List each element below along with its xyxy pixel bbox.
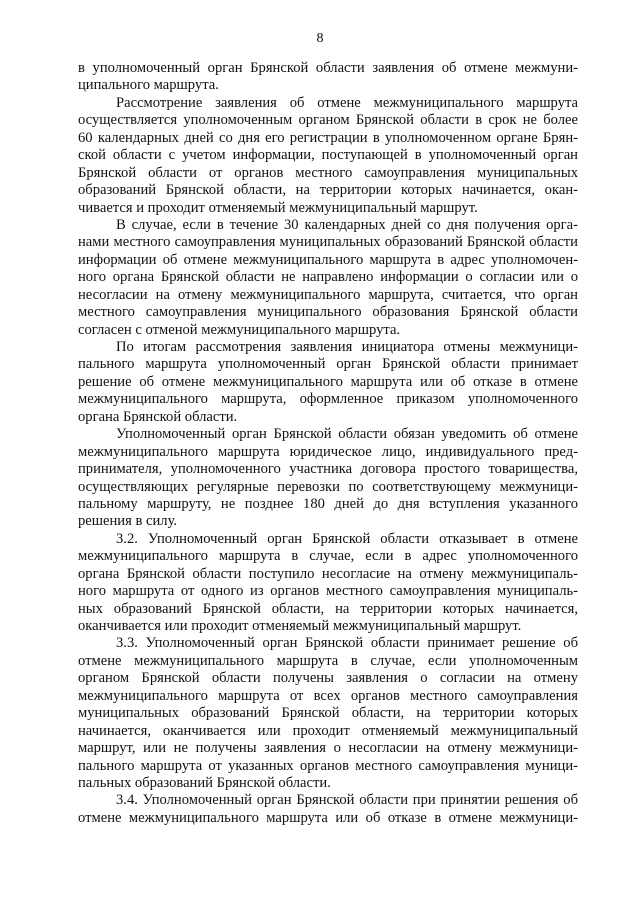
paragraph xyxy=(78,531,578,636)
text-line: ципального маршрута. xyxy=(78,77,219,94)
text-line: осуществляющих регулярные перевозки по соответствующему межмуници- xyxy=(78,478,578,495)
text-line: нами местного самоуправления муниципальных образований Брянской области xyxy=(78,234,578,251)
text-line: органа Брянской области. xyxy=(78,408,238,425)
text-line: межмуниципального маршрута от всех органов местного самоуправления xyxy=(78,687,578,704)
text-line: пального маршрута от указанных органов местного самоуправления муници- xyxy=(78,757,578,774)
text-line: муниципальных образований Брянской области, на территории которых xyxy=(78,705,578,722)
text-line: отмене межмуниципального маршрута или об отказе в отмене межмуници- xyxy=(78,809,578,826)
text-line: пального маршрута уполномоченный орган Брянской области принимает xyxy=(78,356,578,373)
text-line: образований Брянской области, на территории которых начинается, окан- xyxy=(78,182,578,199)
paragraph xyxy=(78,217,578,339)
text-line: Брянской области от органов местного самоуправления муниципальных xyxy=(78,164,578,181)
paragraph xyxy=(78,635,578,792)
text-line: В случае, если в течение 30 календарных дней со дня получения орга- xyxy=(116,216,578,233)
text-line: пальному маршруту, не позднее 180 дней до дня вступления указанного xyxy=(78,495,578,512)
text-line: межмуниципального маршрута в случае, если в адрес уполномоченного xyxy=(78,548,578,565)
text-line: чивается и проходит отменяемый межмуниципальный маршрут. xyxy=(78,199,478,216)
text-line: 3.2. Уполномоченный орган Брянской области отказывает в отмене xyxy=(116,530,578,547)
text-line: межмуниципального маршрута юридическое лицо, индивидуального пред- xyxy=(78,443,578,460)
text-line: пальных образований Брянской области. xyxy=(78,774,331,791)
text-line: органом Брянской области получены заявления о согласии на отмену xyxy=(78,670,578,687)
paragraph xyxy=(78,792,578,827)
paragraph xyxy=(78,60,578,95)
text-line: решение об отмене межмуниципального маршрута или об отказе в отмене xyxy=(78,373,578,390)
text-line: 3.3. Уполномоченный орган Брянской области принимает решение об xyxy=(116,635,578,652)
text-line: 60 календарных дней со дня его регистрации в уполномоченном органе Брян- xyxy=(78,129,578,146)
text-line: ской области с учетом информации, поступающей в уполномоченный орган xyxy=(78,147,578,164)
text-line: оканчивается или проходит отменяемый межмуниципальный маршрут. xyxy=(78,618,522,634)
text-line: межмуниципального маршрута, оформленное приказом уполномоченного xyxy=(78,391,578,408)
page-number: 8 xyxy=(316,31,324,46)
text-line: Рассмотрение заявления об отмене межмуниципального маршрута xyxy=(116,94,578,111)
text-line: согласен с отменой межмуниципального маршрута. xyxy=(78,321,401,338)
text-line: ных образований Брянской области, на территории которых начинается, xyxy=(78,600,578,617)
text-line: ного маршрута от одного из органов местного самоуправления муниципаль- xyxy=(78,583,578,600)
text-line: начинается, оканчивается или проходит отменяемый межмуниципальный xyxy=(78,722,578,739)
text-line: 3.4. Уполномоченный орган Брянской области при принятии решения об xyxy=(116,792,578,809)
text-line: местного самоуправления муниципального образования Брянской области xyxy=(78,304,578,321)
text-line: Уполномоченный орган Брянской области обязан уведомить об отмене xyxy=(116,426,578,443)
text-line: несогласии на отмену межмуниципального маршрута, считается, что орган xyxy=(78,286,578,303)
text-line: органа Брянской области поступило несогласие на отмену межмуниципаль- xyxy=(78,565,578,582)
text-line: маршрут, или не получены заявления о несогласии на отмену межмуници- xyxy=(78,740,578,757)
text-line: в уполномоченный орган Брянской области заявления об отмене межмуни- xyxy=(78,60,578,76)
text-line: ного органа Брянской области не направлено информации о согласии или о xyxy=(78,269,578,286)
text-line: отмене межмуниципального маршрута в случае, если уполномоченным xyxy=(78,652,578,669)
text-line: принимателя, уполномоченного участника договора простого товарищества, xyxy=(78,461,578,478)
document-body xyxy=(78,60,578,827)
text-line: решения в силу. xyxy=(78,513,178,530)
paragraph xyxy=(78,426,578,531)
paragraph xyxy=(78,339,578,426)
text-line: информации об отмене межмуниципального маршрута в адрес уполномочен- xyxy=(78,251,578,268)
text-line: осуществляется уполномоченным органом Брянской области в срок не более xyxy=(78,112,578,129)
paragraph xyxy=(78,95,578,217)
text-line: По итогам рассмотрения заявления инициатора отмены межмуници- xyxy=(116,339,578,355)
